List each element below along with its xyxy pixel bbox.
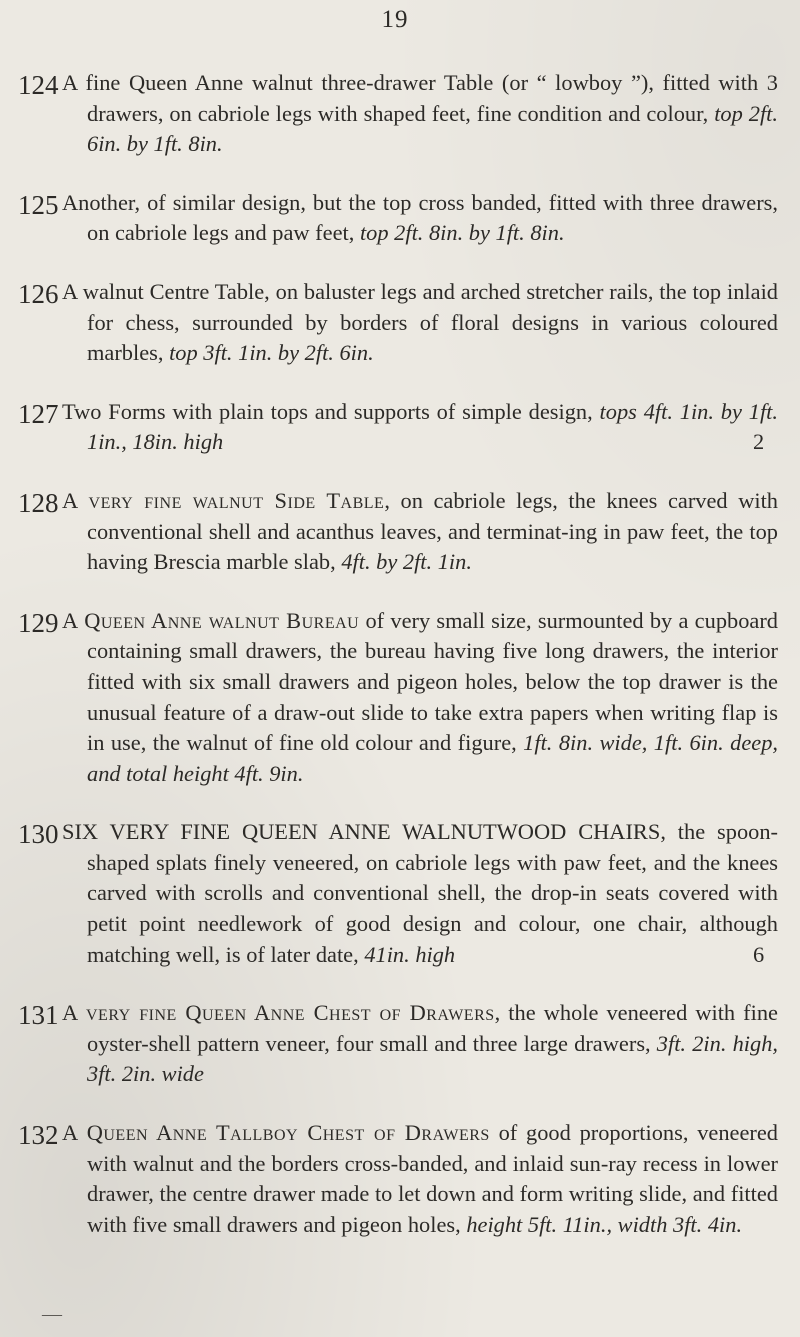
lot-number: 132 bbox=[18, 1120, 59, 1151]
lot-number: 127 bbox=[18, 398, 59, 429]
lot-text: , on cabriole legs, the knees carved with conventional shell and acanthus leaves, and terminat-ing in paw feet, the top having Brescia marble slab, bbox=[87, 487, 778, 575]
lot-description bbox=[62, 277, 778, 369]
lot-description bbox=[62, 68, 778, 160]
lot-description bbox=[62, 188, 778, 249]
lot-text: Two Forms with plain tops and supports of simple design, bbox=[62, 398, 600, 424]
lot-dimensions: tops 4ft. 1in. by 1ft. 1in., 18in. high bbox=[87, 398, 779, 455]
lot-heading: A very fine Queen Anne Chest of Drawers bbox=[62, 1000, 495, 1026]
lot-heading: A very fine walnut Side Table bbox=[62, 487, 385, 513]
lot-number: 129 bbox=[18, 607, 59, 638]
lot-description: SIX VERY FINE QUEEN ANNE WALNUTWOOD CHAIRS, the spoon-shaped splats finely veneered, on cabriole legs with paw feet, and the knees carved with scrolls and conventional shell, the drop-in seats covered with petit point needlework of good design and colour, one chair, although matching well, is of later date, 41in. high 6 bbox=[62, 819, 778, 967]
lot-dimensions: height 5ft. 11in., width 3ft. 4in. bbox=[466, 1211, 743, 1237]
lot-text: A walnut Centre Table, on baluster legs and arched stretcher rails, the top inlaid for chess, surrounded by borders of floral designs in various coloured marbles, bbox=[62, 278, 778, 366]
lot-text: of very small size, surmounted by a cupboard containing small drawers, the bureau having five long drawers, the interior fitted with six small drawers and pigeon holes, below the top drawer is the unusual feature of a draw-out slide to take extra papers when writing flap is in use, the walnut of fine old colour and figure, bbox=[87, 607, 778, 756]
lot-number: 131 bbox=[18, 1000, 59, 1031]
lot-dimensions: top 2ft. 6in. by 1ft. 8in. bbox=[87, 100, 778, 157]
lot-number: 124 bbox=[18, 70, 59, 100]
lot-description bbox=[62, 1118, 778, 1240]
lot-text: , the spoon-shaped splats finely veneered, on cabriole legs with paw feet, and the knees carved with scrolls and conventional shell, the drop-in seats covered with petit point needlework of good design and colour, one chair, although matching well, is of later date, bbox=[87, 819, 778, 967]
lot-number: 130 bbox=[18, 819, 59, 850]
lot-dimensions: 41in. high bbox=[364, 941, 456, 967]
lot-text: A fine Queen Anne walnut three-drawer Table (or “ lowboy ”), fitted with 3 drawers, on cabriole legs with shaped feet, fine condition and colour, bbox=[62, 70, 778, 126]
lot-description bbox=[62, 998, 778, 1090]
lot-text: of good proportions, veneered with walnut and the borders cross-banded, and inlaid sun-ray recess in lower drawer, the centre drawer made to let down and form writing slide, and fitted with five small drawers and pigeon holes, bbox=[87, 1120, 778, 1237]
lot-number: 125 bbox=[18, 189, 59, 220]
lot-heading: SIX VERY FINE QUEEN ANNE WALNUTWOOD CHAIRS bbox=[62, 819, 661, 845]
lot-number: 128 bbox=[18, 487, 59, 518]
lot-description bbox=[62, 606, 778, 790]
lot-heading: A Queen Anne Tallboy Chest of Drawers bbox=[62, 1120, 490, 1146]
lot-dimensions: 4ft. by 2ft. 1in. bbox=[341, 549, 472, 575]
page-number: 19 bbox=[381, 6, 409, 33]
lot-heading: A Queen Anne walnut Bureau bbox=[62, 607, 360, 633]
lot-dimensions: 1ft. 8in. wide, 1ft. 6in. deep, and total height 4ft. 9in. bbox=[87, 730, 778, 786]
lot-description bbox=[62, 486, 778, 578]
lot-dimensions: top 2ft. 8in. by 1ft. 8in. bbox=[359, 220, 565, 246]
lot-text: Another, of similar design, but the top cross banded, fitted with three drawers, on cabriole legs and paw feet, bbox=[62, 189, 778, 246]
lot-number: 126 bbox=[18, 278, 59, 309]
lot-dimensions: 3ft. 2in. high, 3ft. 2in. wide bbox=[87, 1030, 778, 1087]
lot-dimensions: top 3ft. 1in. by 2ft. 6in. bbox=[169, 340, 374, 366]
lot-description: Two Forms with plain tops and supports of simple design, tops 4ft. 1in. by 1ft. 1in., 18in. high 2 bbox=[62, 398, 779, 455]
margin-mark: — bbox=[42, 1303, 62, 1325]
lot-text: , the whole veneered with fine oyster-shell pattern veneer, four small and three large drawers, bbox=[87, 1000, 778, 1056]
